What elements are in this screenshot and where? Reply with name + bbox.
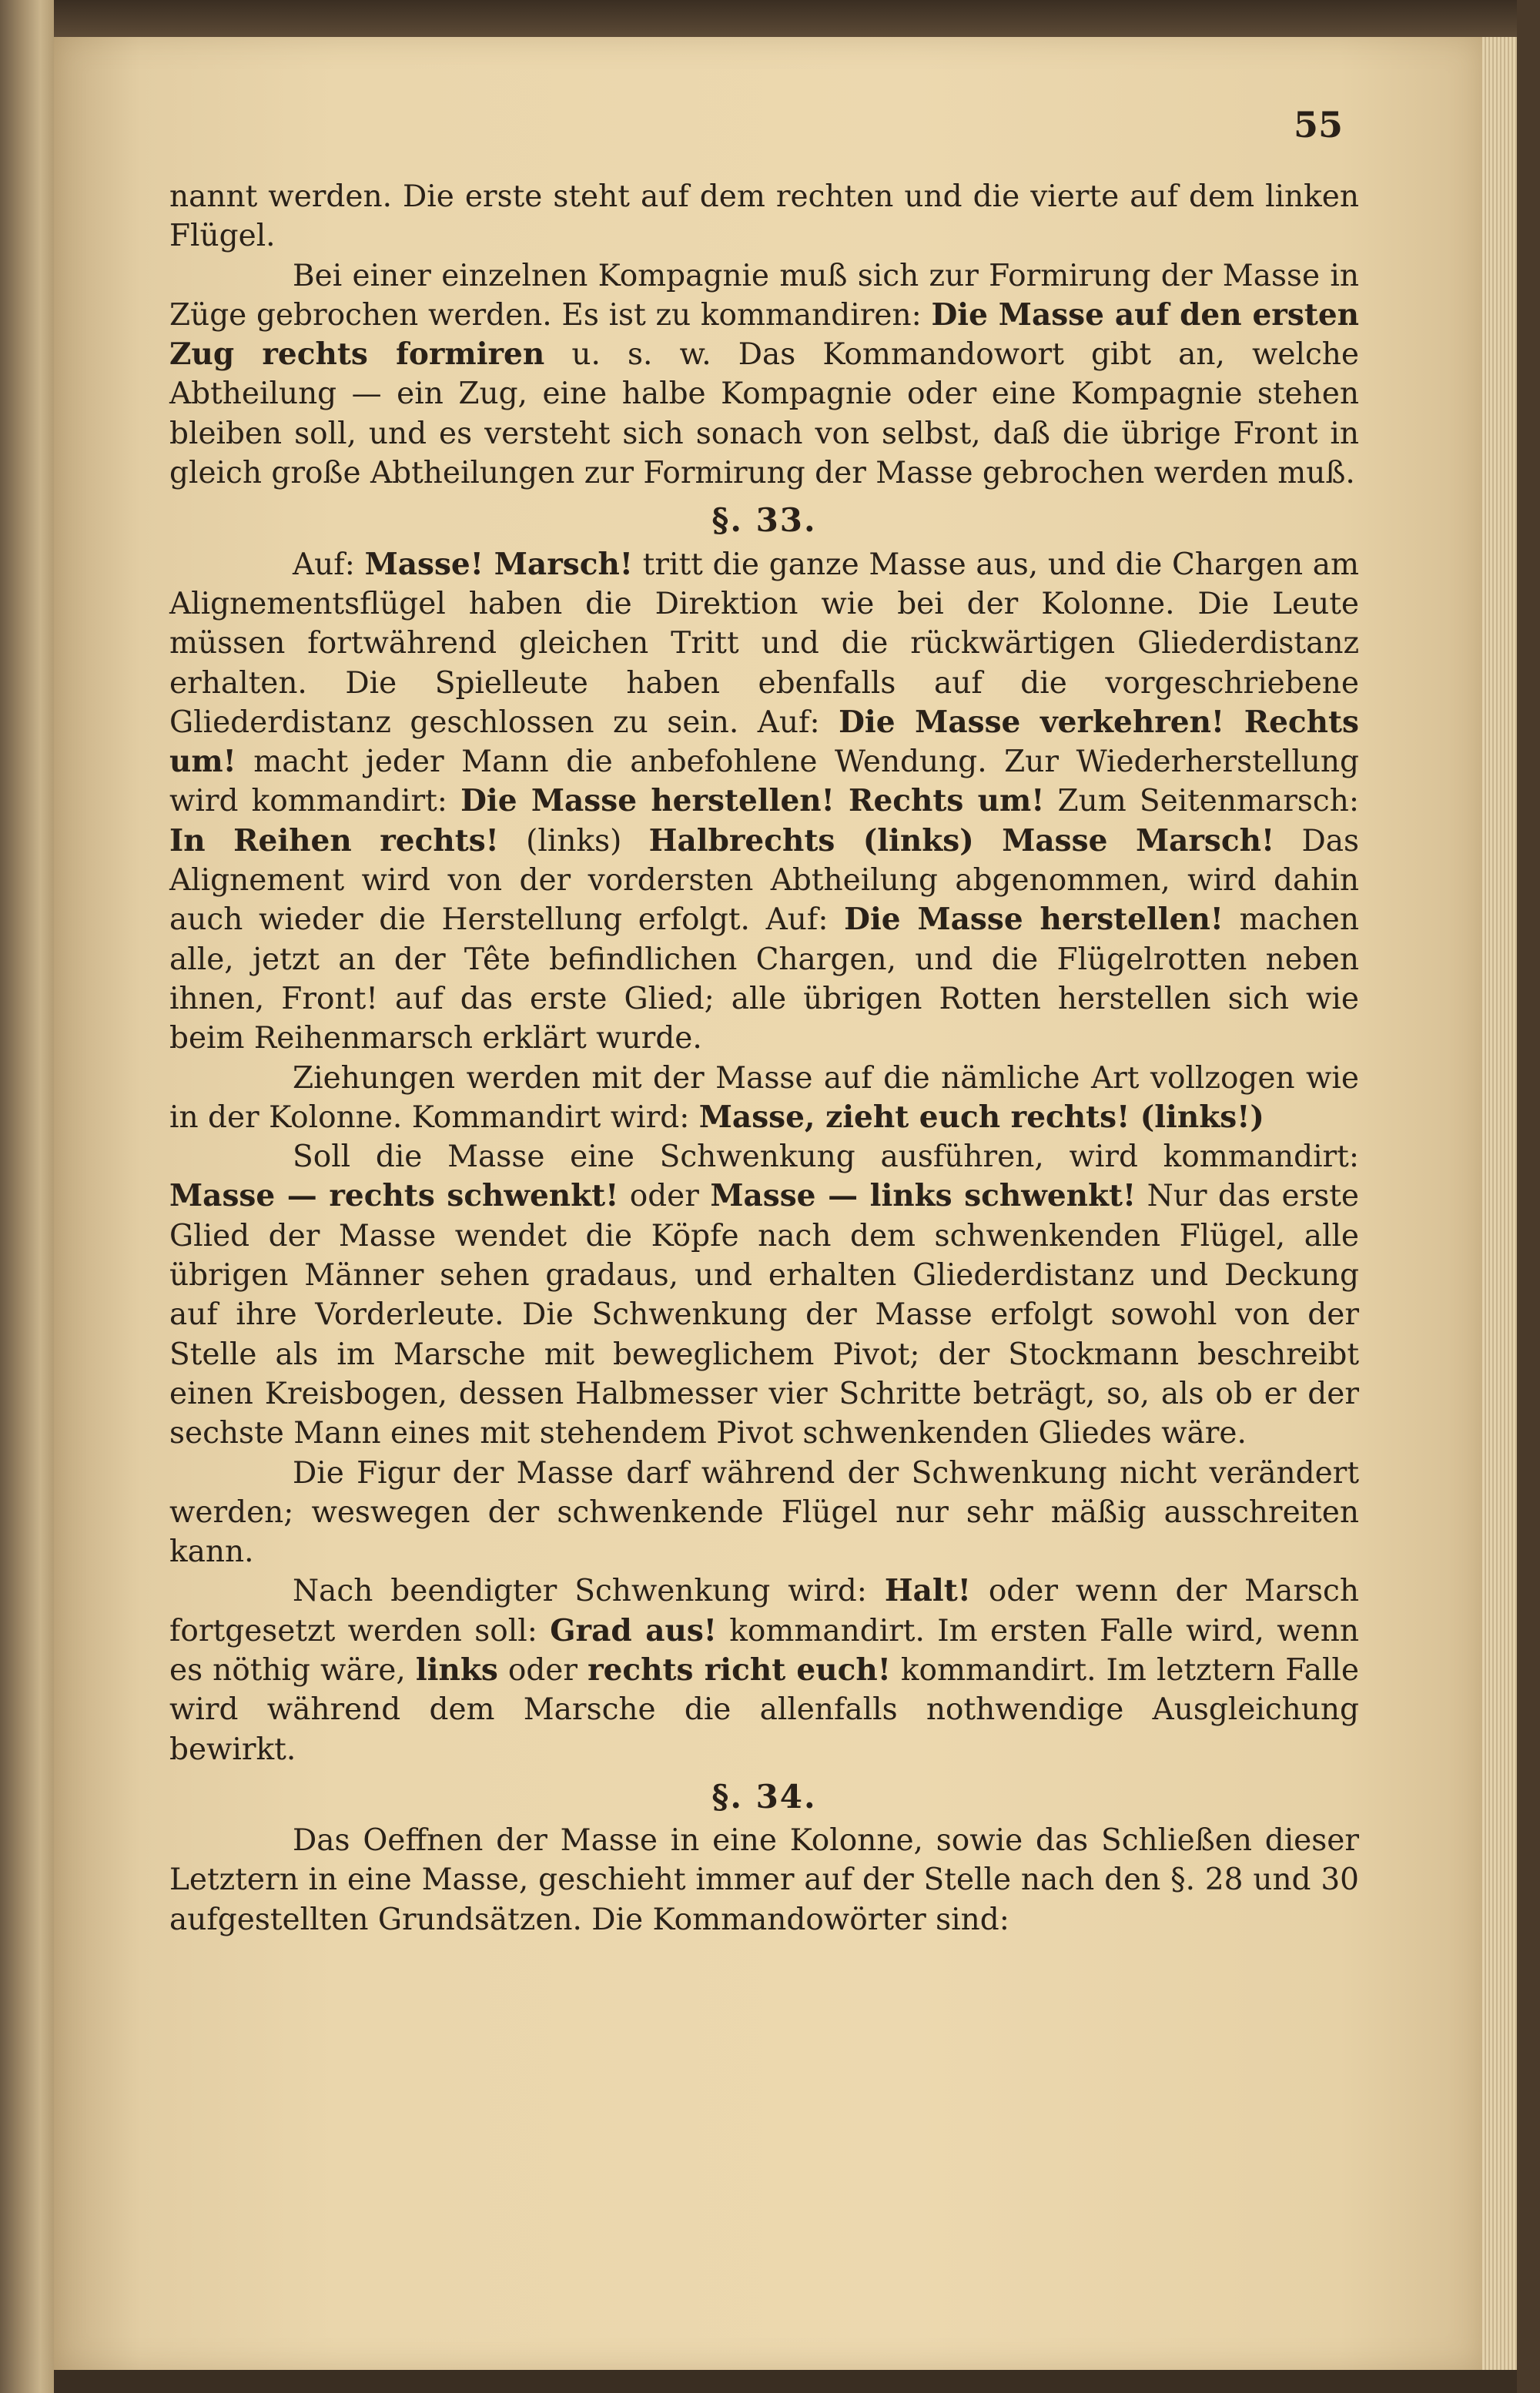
text-run: Nur das erste Glied der Masse wendet die Köpfe nach dem schwenkenden Flügel, alle übrigen Männer sehen gradaus, und erhalten Gliederdistanz und Deckung auf ihre Vorderleute. Die Schwenkung der Masse erfolgt sowohl von der Stelle als im Marsche mit beweglichem Pivot; der Stockmann beschreibt einen Kreisbogen, dessen Halbmesser vier Schritte beträgt, so, als ob er der sechste Mann eines mit stehendem Pivot schwenkenden Gliedes wäre. (169, 1179, 1359, 1451)
text-run: Auf: (293, 547, 365, 582)
paragraph (169, 1571, 1359, 1769)
command-text: Masse — links schwenkt! (710, 1178, 1137, 1214)
paragraph (169, 256, 1359, 494)
command-text: In Reihen rechts! (169, 822, 499, 858)
paragraph (169, 1059, 1359, 1138)
section-heading: §. 33. (711, 501, 817, 540)
command-text: rechts richt euch! (588, 1652, 891, 1688)
page-edges (1482, 37, 1517, 2370)
text-run: kommandirt. Im ersten Falle wird, wenn es nöthig wäre, (169, 1613, 1359, 1688)
text-run: kommandirt. Im letztern Falle wird während dem Marsche die allenfalls nothwendige Ausgleichung bewirkt. (169, 1652, 1359, 1767)
command-text: Masse! Marsch! (364, 546, 633, 582)
book-cover-bottom (54, 2370, 1517, 2393)
command-text: Die Masse verkehren! Rechts um! (169, 704, 1359, 780)
text-run: Nach beendigter Schwenkung wird: (293, 1574, 885, 1609)
text-run: (links) (498, 823, 649, 858)
command-text: Masse, zieht euch rechts! (links!) (698, 1099, 1264, 1135)
text-run: machen alle, jetzt an der Tête befindlichen Chargen, und die Flügelrotten neben ihnen, Front! auf das erste Glied; alle übrigen Rotten herstellen sich wie beim Reihenmarsch erklärt wurde. (169, 902, 1359, 1056)
text-run: Soll die Masse eine Schwenkung ausführen, wird kommandirt: (293, 1140, 1359, 1175)
text-run: Das Alignement wird von der vordersten Abtheilung abgenommen, wird dahin auch wieder die Herstellung erfolgt. Auf: (169, 823, 1359, 938)
page-text (169, 177, 1359, 1940)
command-text: Die Masse herstellen! Rechts um! (460, 783, 1045, 819)
paragraph (169, 177, 1359, 256)
section-heading: §. 34. (711, 1777, 817, 1816)
text-run: oder (497, 1652, 588, 1688)
text-run: Das Oeffnen der Masse in eine Kolonne, sowie das Schließen dieser Letztern in eine Masse, geschieht immer auf der Stelle nach den §. 28 und 30 aufgestellten Grundsätzen. Die Kommandowörter sind: (169, 1823, 1359, 1937)
text-run: oder wenn der Marsch fortgesetzt werden soll: (169, 1574, 1359, 1648)
text-run: macht jeder Mann die anbefohlene Wendung. Zur Wiederherstellung wird kommandirt: (169, 745, 1359, 819)
text-run: Zum Seitenmarsch: (1044, 784, 1359, 819)
text-run: oder (618, 1179, 711, 1214)
text-run: nannt werden. Die erste steht auf dem rechten und die vierte auf dem linken Flügel. (169, 179, 1359, 254)
text-run: Ziehungen werden mit der Masse auf die nämliche Art vollzogen wie in der Kolonne. Kommandirt wird: (169, 1060, 1359, 1135)
book-cover-right (1517, 0, 1540, 2393)
paragraph (169, 1137, 1359, 1453)
command-text: Die Masse herstellen! (844, 902, 1224, 938)
command-text: Grad aus! (550, 1612, 717, 1648)
command-text: links (415, 1652, 498, 1688)
book-binding-left (0, 0, 54, 2393)
command-text: Halt! (884, 1573, 971, 1609)
paragraph (169, 545, 1359, 1059)
text-run: Bei einer einzelnen Kompagnie muß sich zur Formirung der Masse in Züge gebrochen werden. Es ist zu kommandiren: (169, 258, 1359, 333)
text-run: u. s. w. Das Kommandowort gibt an, welche Abtheilung — ein Zug, eine halbe Kompagnie oder eine Kompagnie stehen bleiben soll, und es versteht sich sonach von selbst, daß die übrige Front in gleich große Abtheilungen zur Formirung der Masse gebrochen werden muß. (169, 337, 1359, 491)
command-text: Masse — rechts schwenkt! (169, 1178, 619, 1214)
book-cover-top (54, 0, 1517, 37)
paragraph (169, 1821, 1359, 1940)
text-run: tritt die ganze Masse aus, und die Chargen am Alignementsflügel haben die Direktion wie bei der Kolonne. Die Leute müssen fortwährend gleichen Tritt und die rückwärtigen Gliederdistanz erhalten. Die Spielleute haben ebenfalls auf die vorgeschriebene Gliederdistanz geschlossen zu sein. Auf: (169, 547, 1360, 740)
paragraph (169, 1454, 1359, 1572)
command-text: Halbrechts (links) Masse Marsch! (648, 822, 1275, 858)
command-text: Die Masse auf den ersten Zug rechts formiren (169, 296, 1359, 373)
page-number: 55 (1294, 104, 1344, 146)
text-run: Die Figur der Masse darf während der Schwenkung nicht verändert werden; weswegen der schwenkende Flügel nur sehr mäßig ausschreiten kann. (169, 1455, 1359, 1570)
